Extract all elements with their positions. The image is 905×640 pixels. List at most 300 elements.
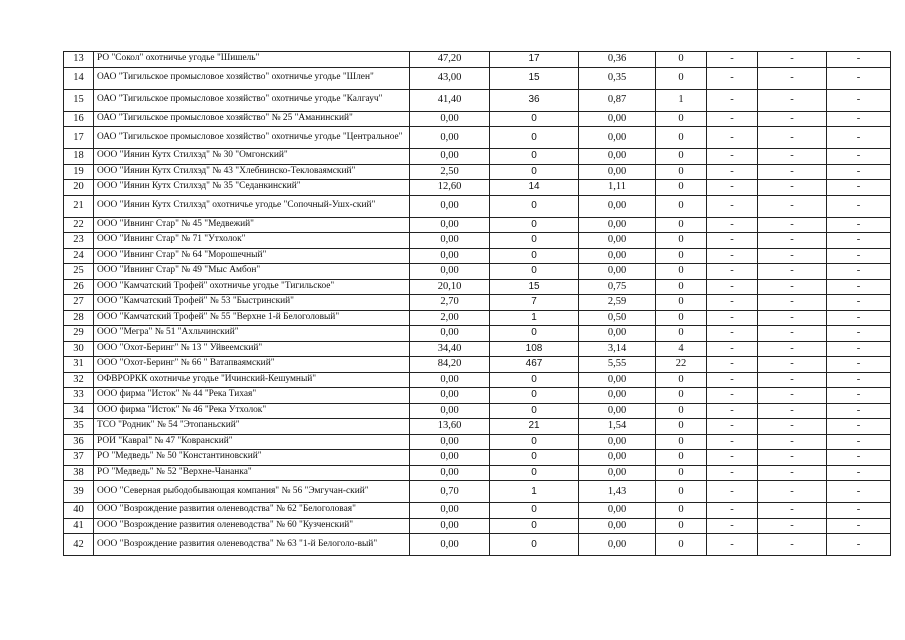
dash-3-cell: - — [827, 419, 891, 435]
value-4-cell: 0 — [656, 450, 707, 466]
value-1-cell: 2,00 — [410, 310, 490, 326]
dash-3-cell: - — [827, 434, 891, 450]
dash-2-cell: - — [758, 450, 827, 466]
dash-2-cell: - — [758, 403, 827, 419]
table-row — [64, 295, 891, 311]
dash-2-cell: - — [758, 233, 827, 249]
organization-name-cell: ООО "Мегра" № 51 "Ахльчинский" — [94, 326, 410, 342]
value-2-cell: 0 — [490, 149, 579, 165]
row-number-cell: 25 — [64, 264, 94, 280]
organization-name-cell: ООО "Иянин Кутх Стилхэд" № 43 "Хлебнинско-Текловаямский" — [94, 164, 410, 180]
dash-1-cell: - — [707, 89, 758, 111]
value-4-cell: 0 — [656, 195, 707, 217]
dash-3-cell: - — [827, 149, 891, 165]
table-row — [64, 503, 891, 519]
table-row — [64, 310, 891, 326]
value-1-cell: 0,00 — [410, 518, 490, 534]
dash-3-cell: - — [827, 248, 891, 264]
organization-name-cell: РОИ "Кавраl" № 47 "Ковранский" — [94, 434, 410, 450]
value-1-cell: 0,00 — [410, 434, 490, 450]
dash-2-cell: - — [758, 357, 827, 373]
dash-3-cell: - — [827, 127, 891, 149]
dash-1-cell: - — [707, 164, 758, 180]
organization-name-cell: ООО "Камчатский Трофей" № 55 "Верхне 1-й Белоголовый" — [94, 310, 410, 326]
row-number-cell: 13 — [64, 52, 94, 68]
row-number-cell: 18 — [64, 149, 94, 165]
row-number-cell: 22 — [64, 217, 94, 233]
table-row — [64, 388, 891, 404]
organization-name-cell: ООО "Ивнинг Стар" № 45 "Медвежий" — [94, 217, 410, 233]
value-2-cell: 0 — [490, 248, 579, 264]
dash-2-cell: - — [758, 164, 827, 180]
value-4-cell: 0 — [656, 434, 707, 450]
organization-name-cell: ООО "Возрождение развития оленеводства" № 63 "1-й Белоголо-вый" — [94, 534, 410, 556]
table-row — [64, 67, 891, 89]
data-table — [63, 51, 891, 556]
row-number-cell: 24 — [64, 248, 94, 264]
table-row — [64, 149, 891, 165]
value-1-cell: 0,00 — [410, 149, 490, 165]
organization-name-cell: ТСО "Родник" № 54 "Этопаньский" — [94, 419, 410, 435]
organization-name-cell: ОАО "Тигильское промысловое хозяйство" № 25 "Аманинский" — [94, 111, 410, 127]
dash-3-cell: - — [827, 341, 891, 357]
table-row — [64, 233, 891, 249]
dash-3-cell: - — [827, 67, 891, 89]
table-row — [64, 180, 891, 196]
value-3-cell: 0,00 — [579, 195, 656, 217]
value-2-cell: 21 — [490, 419, 579, 435]
dash-2-cell: - — [758, 89, 827, 111]
table-row — [64, 248, 891, 264]
table-row — [64, 419, 891, 435]
value-1-cell: 20,10 — [410, 279, 490, 295]
value-4-cell: 22 — [656, 357, 707, 373]
value-2-cell: 0 — [490, 388, 579, 404]
organization-name-cell: ООО "Северная рыбодобывающая компания" № 56 "Эмгучан-ский" — [94, 481, 410, 503]
value-2-cell: 17 — [490, 52, 579, 68]
organization-name-cell: ОФВРОРКК охотничье угодье "Ичинский-Кешумный" — [94, 372, 410, 388]
value-2-cell: 7 — [490, 295, 579, 311]
value-1-cell: 0,00 — [410, 111, 490, 127]
dash-3-cell: - — [827, 164, 891, 180]
dash-3-cell: - — [827, 310, 891, 326]
dash-1-cell: - — [707, 52, 758, 68]
value-3-cell: 0,00 — [579, 434, 656, 450]
value-1-cell: 47,20 — [410, 52, 490, 68]
value-4-cell: 4 — [656, 341, 707, 357]
dash-2-cell: - — [758, 341, 827, 357]
table-row — [64, 481, 891, 503]
dash-1-cell: - — [707, 434, 758, 450]
organization-name-cell: ООО "Ивнинг Стар" № 64 "Морошечный" — [94, 248, 410, 264]
row-number-cell: 20 — [64, 180, 94, 196]
dash-1-cell: - — [707, 180, 758, 196]
value-2-cell: 0 — [490, 326, 579, 342]
value-4-cell: 0 — [656, 164, 707, 180]
dash-2-cell: - — [758, 180, 827, 196]
value-3-cell: 5,55 — [579, 357, 656, 373]
value-1-cell: 0,00 — [410, 217, 490, 233]
dash-2-cell: - — [758, 52, 827, 68]
table-row — [64, 127, 891, 149]
dash-1-cell: - — [707, 372, 758, 388]
table-row — [64, 217, 891, 233]
row-number-cell: 14 — [64, 67, 94, 89]
value-4-cell: 0 — [656, 52, 707, 68]
value-2-cell: 36 — [490, 89, 579, 111]
organization-name-cell: ООО "Возрождение развития оленеводства" № 60 "Кузченский" — [94, 518, 410, 534]
row-number-cell: 29 — [64, 326, 94, 342]
dash-3-cell: - — [827, 195, 891, 217]
value-3-cell: 0,87 — [579, 89, 656, 111]
dash-1-cell: - — [707, 450, 758, 466]
dash-3-cell: - — [827, 233, 891, 249]
value-2-cell: 0 — [490, 403, 579, 419]
organization-name-cell: ООО "Охот-Беринг" № 66 " Ватапваямский" — [94, 357, 410, 373]
value-4-cell: 0 — [656, 180, 707, 196]
value-4-cell: 0 — [656, 248, 707, 264]
row-number-cell: 32 — [64, 372, 94, 388]
organization-name-cell: РО "Медведь" № 50 "Константиновский" — [94, 450, 410, 466]
organization-name-cell: ООО "Камчатский Трофей" охотничье угодье "Тигильское" — [94, 279, 410, 295]
table-row — [64, 450, 891, 466]
dash-2-cell: - — [758, 518, 827, 534]
dash-2-cell: - — [758, 388, 827, 404]
table-body — [64, 52, 891, 556]
dash-3-cell: - — [827, 465, 891, 481]
organization-name-cell: ООО "Ивнинг Стар" № 49 "Мыс Амбон" — [94, 264, 410, 280]
value-4-cell: 0 — [656, 534, 707, 556]
dash-1-cell: - — [707, 481, 758, 503]
dash-2-cell: - — [758, 111, 827, 127]
value-1-cell: 0,00 — [410, 450, 490, 466]
value-4-cell: 0 — [656, 310, 707, 326]
value-3-cell: 0,00 — [579, 450, 656, 466]
table-row — [64, 434, 891, 450]
dash-2-cell: - — [758, 295, 827, 311]
table-row — [64, 279, 891, 295]
value-1-cell: 0,00 — [410, 372, 490, 388]
value-4-cell: 0 — [656, 149, 707, 165]
dash-1-cell: - — [707, 310, 758, 326]
dash-1-cell: - — [707, 248, 758, 264]
value-1-cell: 2,70 — [410, 295, 490, 311]
dash-2-cell: - — [758, 279, 827, 295]
value-2-cell: 14 — [490, 180, 579, 196]
table-row — [64, 341, 891, 357]
value-3-cell: 0,00 — [579, 149, 656, 165]
dash-3-cell: - — [827, 450, 891, 466]
value-1-cell: 0,00 — [410, 326, 490, 342]
dash-1-cell: - — [707, 127, 758, 149]
value-2-cell: 467 — [490, 357, 579, 373]
value-2-cell: 0 — [490, 518, 579, 534]
row-number-cell: 33 — [64, 388, 94, 404]
value-3-cell: 0,00 — [579, 503, 656, 519]
value-1-cell: 0,00 — [410, 465, 490, 481]
organization-name-cell: ОАО "Тигильское промысловое хозяйство" охотничье угодье "Шлен" — [94, 67, 410, 89]
table-row — [64, 403, 891, 419]
dash-3-cell: - — [827, 52, 891, 68]
value-2-cell: 0 — [490, 534, 579, 556]
value-4-cell: 0 — [656, 279, 707, 295]
value-2-cell: 0 — [490, 264, 579, 280]
dash-2-cell: - — [758, 503, 827, 519]
dash-3-cell: - — [827, 111, 891, 127]
dash-3-cell: - — [827, 295, 891, 311]
value-4-cell: 0 — [656, 217, 707, 233]
row-number-cell: 41 — [64, 518, 94, 534]
dash-1-cell: - — [707, 518, 758, 534]
value-1-cell: 0,00 — [410, 388, 490, 404]
organization-name-cell: ООО "Ивнинг Стар" № 71 "Утхолок" — [94, 233, 410, 249]
dash-2-cell: - — [758, 67, 827, 89]
value-1-cell: 41,40 — [410, 89, 490, 111]
dash-3-cell: - — [827, 264, 891, 280]
dash-3-cell: - — [827, 403, 891, 419]
dash-2-cell: - — [758, 534, 827, 556]
organization-name-cell: ООО фирма "Исток" № 44 "Река Тихая" — [94, 388, 410, 404]
dash-1-cell: - — [707, 388, 758, 404]
value-4-cell: 0 — [656, 233, 707, 249]
dash-1-cell: - — [707, 149, 758, 165]
value-3-cell: 0,00 — [579, 518, 656, 534]
value-2-cell: 1 — [490, 481, 579, 503]
value-3-cell: 0,35 — [579, 67, 656, 89]
value-2-cell: 15 — [490, 67, 579, 89]
table-row — [64, 518, 891, 534]
organization-name-cell: ОАО "Тигильское промысловое хозяйство" охотничье угодье "Калгауч" — [94, 89, 410, 111]
dash-1-cell: - — [707, 279, 758, 295]
value-3-cell: 0,00 — [579, 465, 656, 481]
value-4-cell: 0 — [656, 372, 707, 388]
value-3-cell: 0,00 — [579, 403, 656, 419]
value-4-cell: 0 — [656, 403, 707, 419]
row-number-cell: 37 — [64, 450, 94, 466]
value-1-cell: 34,40 — [410, 341, 490, 357]
value-4-cell: 0 — [656, 295, 707, 311]
value-3-cell: 3,14 — [579, 341, 656, 357]
dash-3-cell: - — [827, 326, 891, 342]
organization-name-cell: ООО фирма "Исток" № 46 "Река Утхолок" — [94, 403, 410, 419]
row-number-cell: 34 — [64, 403, 94, 419]
value-3-cell: 0,00 — [579, 233, 656, 249]
row-number-cell: 15 — [64, 89, 94, 111]
dash-1-cell: - — [707, 295, 758, 311]
dash-3-cell: - — [827, 217, 891, 233]
dash-3-cell: - — [827, 279, 891, 295]
value-3-cell: 0,00 — [579, 326, 656, 342]
dash-3-cell: - — [827, 180, 891, 196]
value-3-cell: 0,00 — [579, 372, 656, 388]
organization-name-cell: ООО "Камчатский Трофей" № 53 "Быстринский" — [94, 295, 410, 311]
row-number-cell: 36 — [64, 434, 94, 450]
organization-name-cell: ОАО "Тигильское промысловое хозяйство" охотничье угодье "Центральное" — [94, 127, 410, 149]
value-3-cell: 1,43 — [579, 481, 656, 503]
value-2-cell: 0 — [490, 164, 579, 180]
dash-3-cell: - — [827, 503, 891, 519]
value-4-cell: 0 — [656, 111, 707, 127]
value-2-cell: 0 — [490, 233, 579, 249]
value-2-cell: 108 — [490, 341, 579, 357]
dash-2-cell: - — [758, 264, 827, 280]
value-1-cell: 43,00 — [410, 67, 490, 89]
value-3-cell: 0,00 — [579, 534, 656, 556]
dash-3-cell: - — [827, 534, 891, 556]
value-4-cell: 0 — [656, 465, 707, 481]
value-1-cell: 0,00 — [410, 403, 490, 419]
value-2-cell: 1 — [490, 310, 579, 326]
value-4-cell: 0 — [656, 127, 707, 149]
value-4-cell: 0 — [656, 264, 707, 280]
row-number-cell: 42 — [64, 534, 94, 556]
dash-2-cell: - — [758, 481, 827, 503]
value-3-cell: 0,00 — [579, 164, 656, 180]
dash-1-cell: - — [707, 111, 758, 127]
row-number-cell: 39 — [64, 481, 94, 503]
value-4-cell: 0 — [656, 518, 707, 534]
value-4-cell: 0 — [656, 388, 707, 404]
value-1-cell: 0,00 — [410, 127, 490, 149]
value-1-cell: 0,00 — [410, 195, 490, 217]
value-4-cell: 0 — [656, 503, 707, 519]
dash-2-cell: - — [758, 248, 827, 264]
value-3-cell: 0,00 — [579, 388, 656, 404]
dash-1-cell: - — [707, 534, 758, 556]
row-number-cell: 26 — [64, 279, 94, 295]
dash-2-cell: - — [758, 419, 827, 435]
dash-1-cell: - — [707, 264, 758, 280]
table-row — [64, 372, 891, 388]
value-3-cell: 0,50 — [579, 310, 656, 326]
value-3-cell: 0,75 — [579, 279, 656, 295]
organization-name-cell: ООО "Охот-Беринг" № 13 " Уйвеемский" — [94, 341, 410, 357]
value-3-cell: 1,11 — [579, 180, 656, 196]
value-1-cell: 2,50 — [410, 164, 490, 180]
dash-1-cell: - — [707, 195, 758, 217]
row-number-cell: 31 — [64, 357, 94, 373]
value-2-cell: 0 — [490, 217, 579, 233]
value-3-cell: 2,59 — [579, 295, 656, 311]
value-4-cell: 0 — [656, 481, 707, 503]
row-number-cell: 40 — [64, 503, 94, 519]
dash-1-cell: - — [707, 217, 758, 233]
value-3-cell: 0,00 — [579, 217, 656, 233]
value-4-cell: 1 — [656, 89, 707, 111]
table-row — [64, 89, 891, 111]
value-2-cell: 0 — [490, 372, 579, 388]
value-1-cell: 12,60 — [410, 180, 490, 196]
row-number-cell: 27 — [64, 295, 94, 311]
value-3-cell: 0,00 — [579, 248, 656, 264]
row-number-cell: 38 — [64, 465, 94, 481]
dash-1-cell: - — [707, 419, 758, 435]
dash-3-cell: - — [827, 518, 891, 534]
dash-1-cell: - — [707, 503, 758, 519]
table-row — [64, 465, 891, 481]
value-2-cell: 0 — [490, 195, 579, 217]
organization-name-cell: ООО "Иянин Кутх Стилхэд" охотничье угодье "Сопочный-Ушх-ский" — [94, 195, 410, 217]
dash-2-cell: - — [758, 149, 827, 165]
table-row — [64, 357, 891, 373]
dash-1-cell: - — [707, 403, 758, 419]
value-2-cell: 0 — [490, 111, 579, 127]
dash-1-cell: - — [707, 67, 758, 89]
value-2-cell: 0 — [490, 465, 579, 481]
row-number-cell: 30 — [64, 341, 94, 357]
table-row — [64, 534, 891, 556]
value-1-cell: 0,00 — [410, 534, 490, 556]
value-4-cell: 0 — [656, 326, 707, 342]
value-2-cell: 0 — [490, 434, 579, 450]
organization-name-cell: РО "Медведь" № 52 "Верхне-Чананка" — [94, 465, 410, 481]
row-number-cell: 16 — [64, 111, 94, 127]
value-3-cell: 0,00 — [579, 264, 656, 280]
value-2-cell: 0 — [490, 450, 579, 466]
row-number-cell: 19 — [64, 164, 94, 180]
dash-1-cell: - — [707, 233, 758, 249]
dash-1-cell: - — [707, 326, 758, 342]
row-number-cell: 23 — [64, 233, 94, 249]
dash-2-cell: - — [758, 127, 827, 149]
value-1-cell: 0,00 — [410, 264, 490, 280]
row-number-cell: 35 — [64, 419, 94, 435]
value-3-cell: 1,54 — [579, 419, 656, 435]
dash-3-cell: - — [827, 388, 891, 404]
table-row — [64, 195, 891, 217]
table-row — [64, 326, 891, 342]
organization-name-cell: РО "Сокол" охотничье угодье "Шишель" — [94, 52, 410, 68]
dash-2-cell: - — [758, 217, 827, 233]
dash-3-cell: - — [827, 89, 891, 111]
value-1-cell: 0,70 — [410, 481, 490, 503]
value-2-cell: 0 — [490, 127, 579, 149]
dash-3-cell: - — [827, 357, 891, 373]
value-1-cell: 0,00 — [410, 503, 490, 519]
dash-2-cell: - — [758, 434, 827, 450]
table-row — [64, 164, 891, 180]
value-1-cell: 13,60 — [410, 419, 490, 435]
value-4-cell: 0 — [656, 419, 707, 435]
value-4-cell: 0 — [656, 67, 707, 89]
table-row — [64, 264, 891, 280]
dash-3-cell: - — [827, 372, 891, 388]
dash-2-cell: - — [758, 326, 827, 342]
table-row — [64, 111, 891, 127]
organization-name-cell: ООО "Иянин Кутх Стилхэд" № 30 "Омгонский" — [94, 149, 410, 165]
organization-name-cell: ООО "Возрождение развития оленеводства" № 62 "Белоголовая" — [94, 503, 410, 519]
value-1-cell: 0,00 — [410, 248, 490, 264]
organization-name-cell: ООО "Иянин Кутх Стилхэд" № 35 "Седанкинский" — [94, 180, 410, 196]
dash-1-cell: - — [707, 465, 758, 481]
value-2-cell: 15 — [490, 279, 579, 295]
dash-2-cell: - — [758, 195, 827, 217]
dash-1-cell: - — [707, 341, 758, 357]
row-number-cell: 21 — [64, 195, 94, 217]
value-1-cell: 84,20 — [410, 357, 490, 373]
dash-3-cell: - — [827, 481, 891, 503]
value-3-cell: 0,36 — [579, 52, 656, 68]
dash-2-cell: - — [758, 310, 827, 326]
value-3-cell: 0,00 — [579, 111, 656, 127]
row-number-cell: 28 — [64, 310, 94, 326]
dash-2-cell: - — [758, 465, 827, 481]
value-2-cell: 0 — [490, 503, 579, 519]
value-1-cell: 0,00 — [410, 233, 490, 249]
dash-2-cell: - — [758, 372, 827, 388]
dash-1-cell: - — [707, 357, 758, 373]
table-row — [64, 52, 891, 68]
